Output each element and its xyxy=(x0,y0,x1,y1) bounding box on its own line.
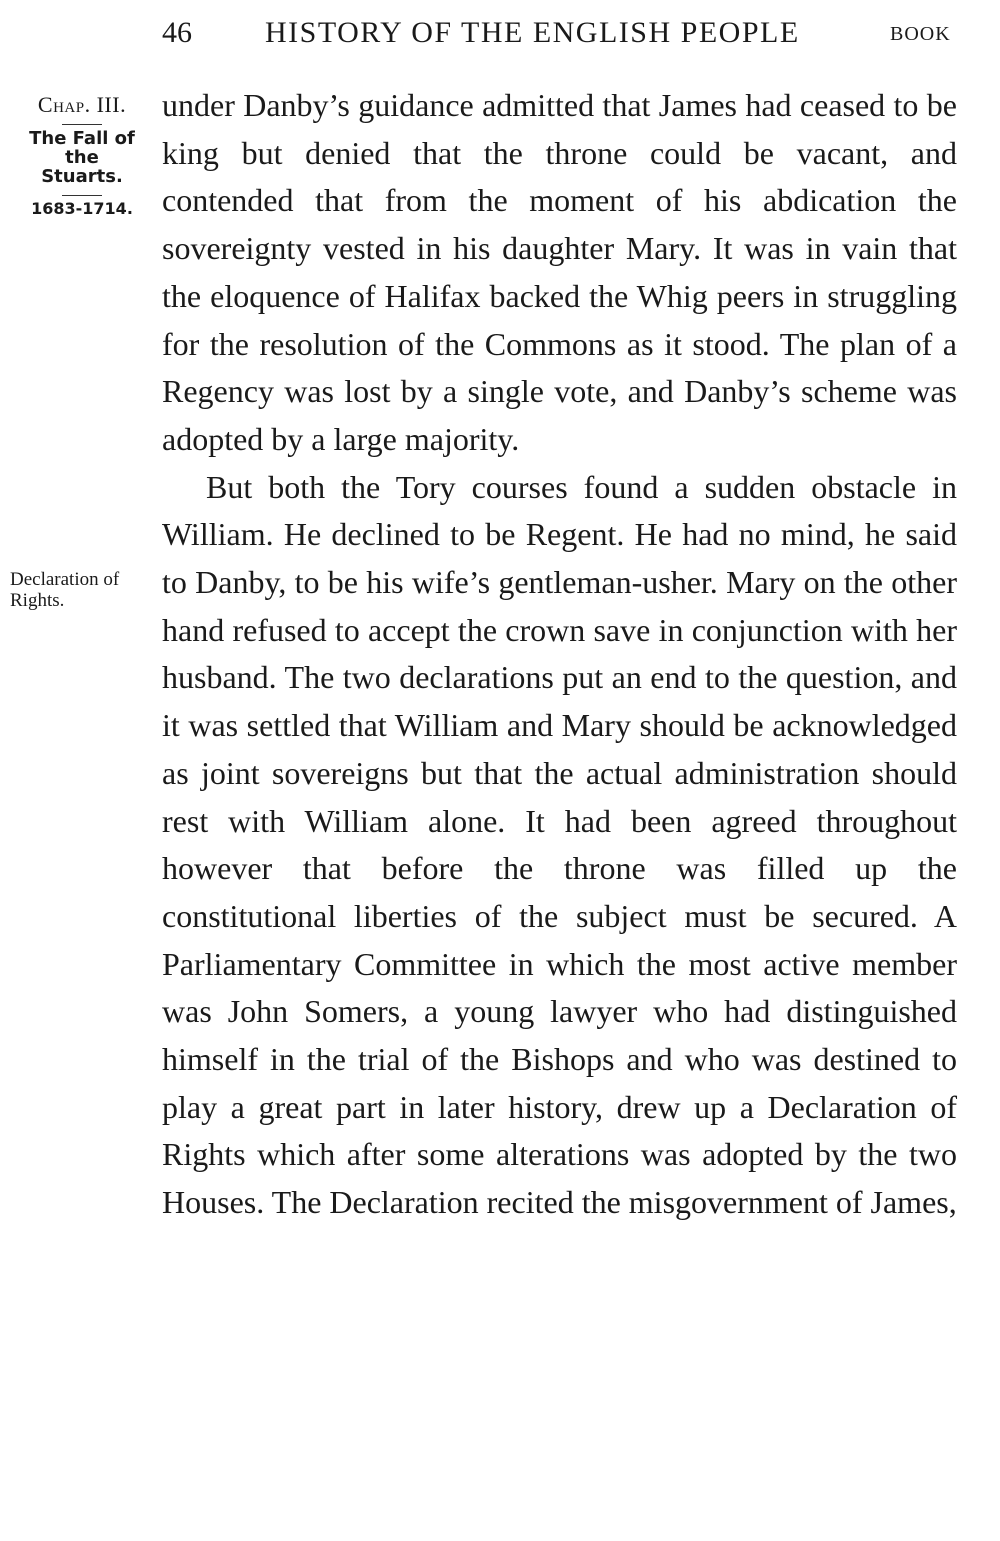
page-number: 46 xyxy=(162,16,192,49)
main-text xyxy=(162,82,957,1227)
margin-rule-top xyxy=(62,124,102,125)
date-range: 1683-1714. xyxy=(31,198,133,218)
book-label: BOOK xyxy=(890,23,951,45)
section-title: The Fall of the Stuarts. xyxy=(29,128,135,187)
sidenote-declaration-of-rights: Declaration of Rights. xyxy=(10,569,120,611)
chapter-block xyxy=(8,93,156,218)
margin-notes xyxy=(8,90,156,218)
paragraph-2: But both the Tory courses found a sudden obstacle in William. He declined to be Regent. He had no mind, he said to Danby, to be his wife’s gentleman-usher. Mary on the other hand refused to accept the crown save in conjunction with her husband. The two declarations put an end to the question, and it was settled that William and Mary should be acknowledged as joint sovereigns but that the actual administration should rest with William alone. It had been agreed throughout however that before the throne was filled up the constitutional liberties of the subject must be secured. A Parliamentary Committee in which the most active member was John Somers, a young lawyer who had distinguished himself in the trial of the Bishops and who was destined to play a great part in later history, drew up a Declaration of Rights which after some alterations was adopted by the two Houses. The Declaration recited the misgovernment of James, xyxy=(162,468,957,1221)
book-title: HISTORY OF THE ENGLISH PEOPLE xyxy=(265,16,800,49)
running-head xyxy=(0,14,1000,54)
margin-rule-bottom xyxy=(62,195,102,196)
paragraph-1: under Danby’s guidance admitted that James had ceased to be king but denied that the throne could be vacant, and contended that from the moment of his abdication the sovereignty vested in his daughter Mary. It was in vain that the eloquence of Halifax backed the Whig peers in struggling for the resolution of the Commons as it stood. The plan of a Regency was lost by a single vote, and Danby’s scheme was adopted by a large majority. xyxy=(162,87,957,457)
chapter-label: Chap. III. xyxy=(37,92,127,117)
